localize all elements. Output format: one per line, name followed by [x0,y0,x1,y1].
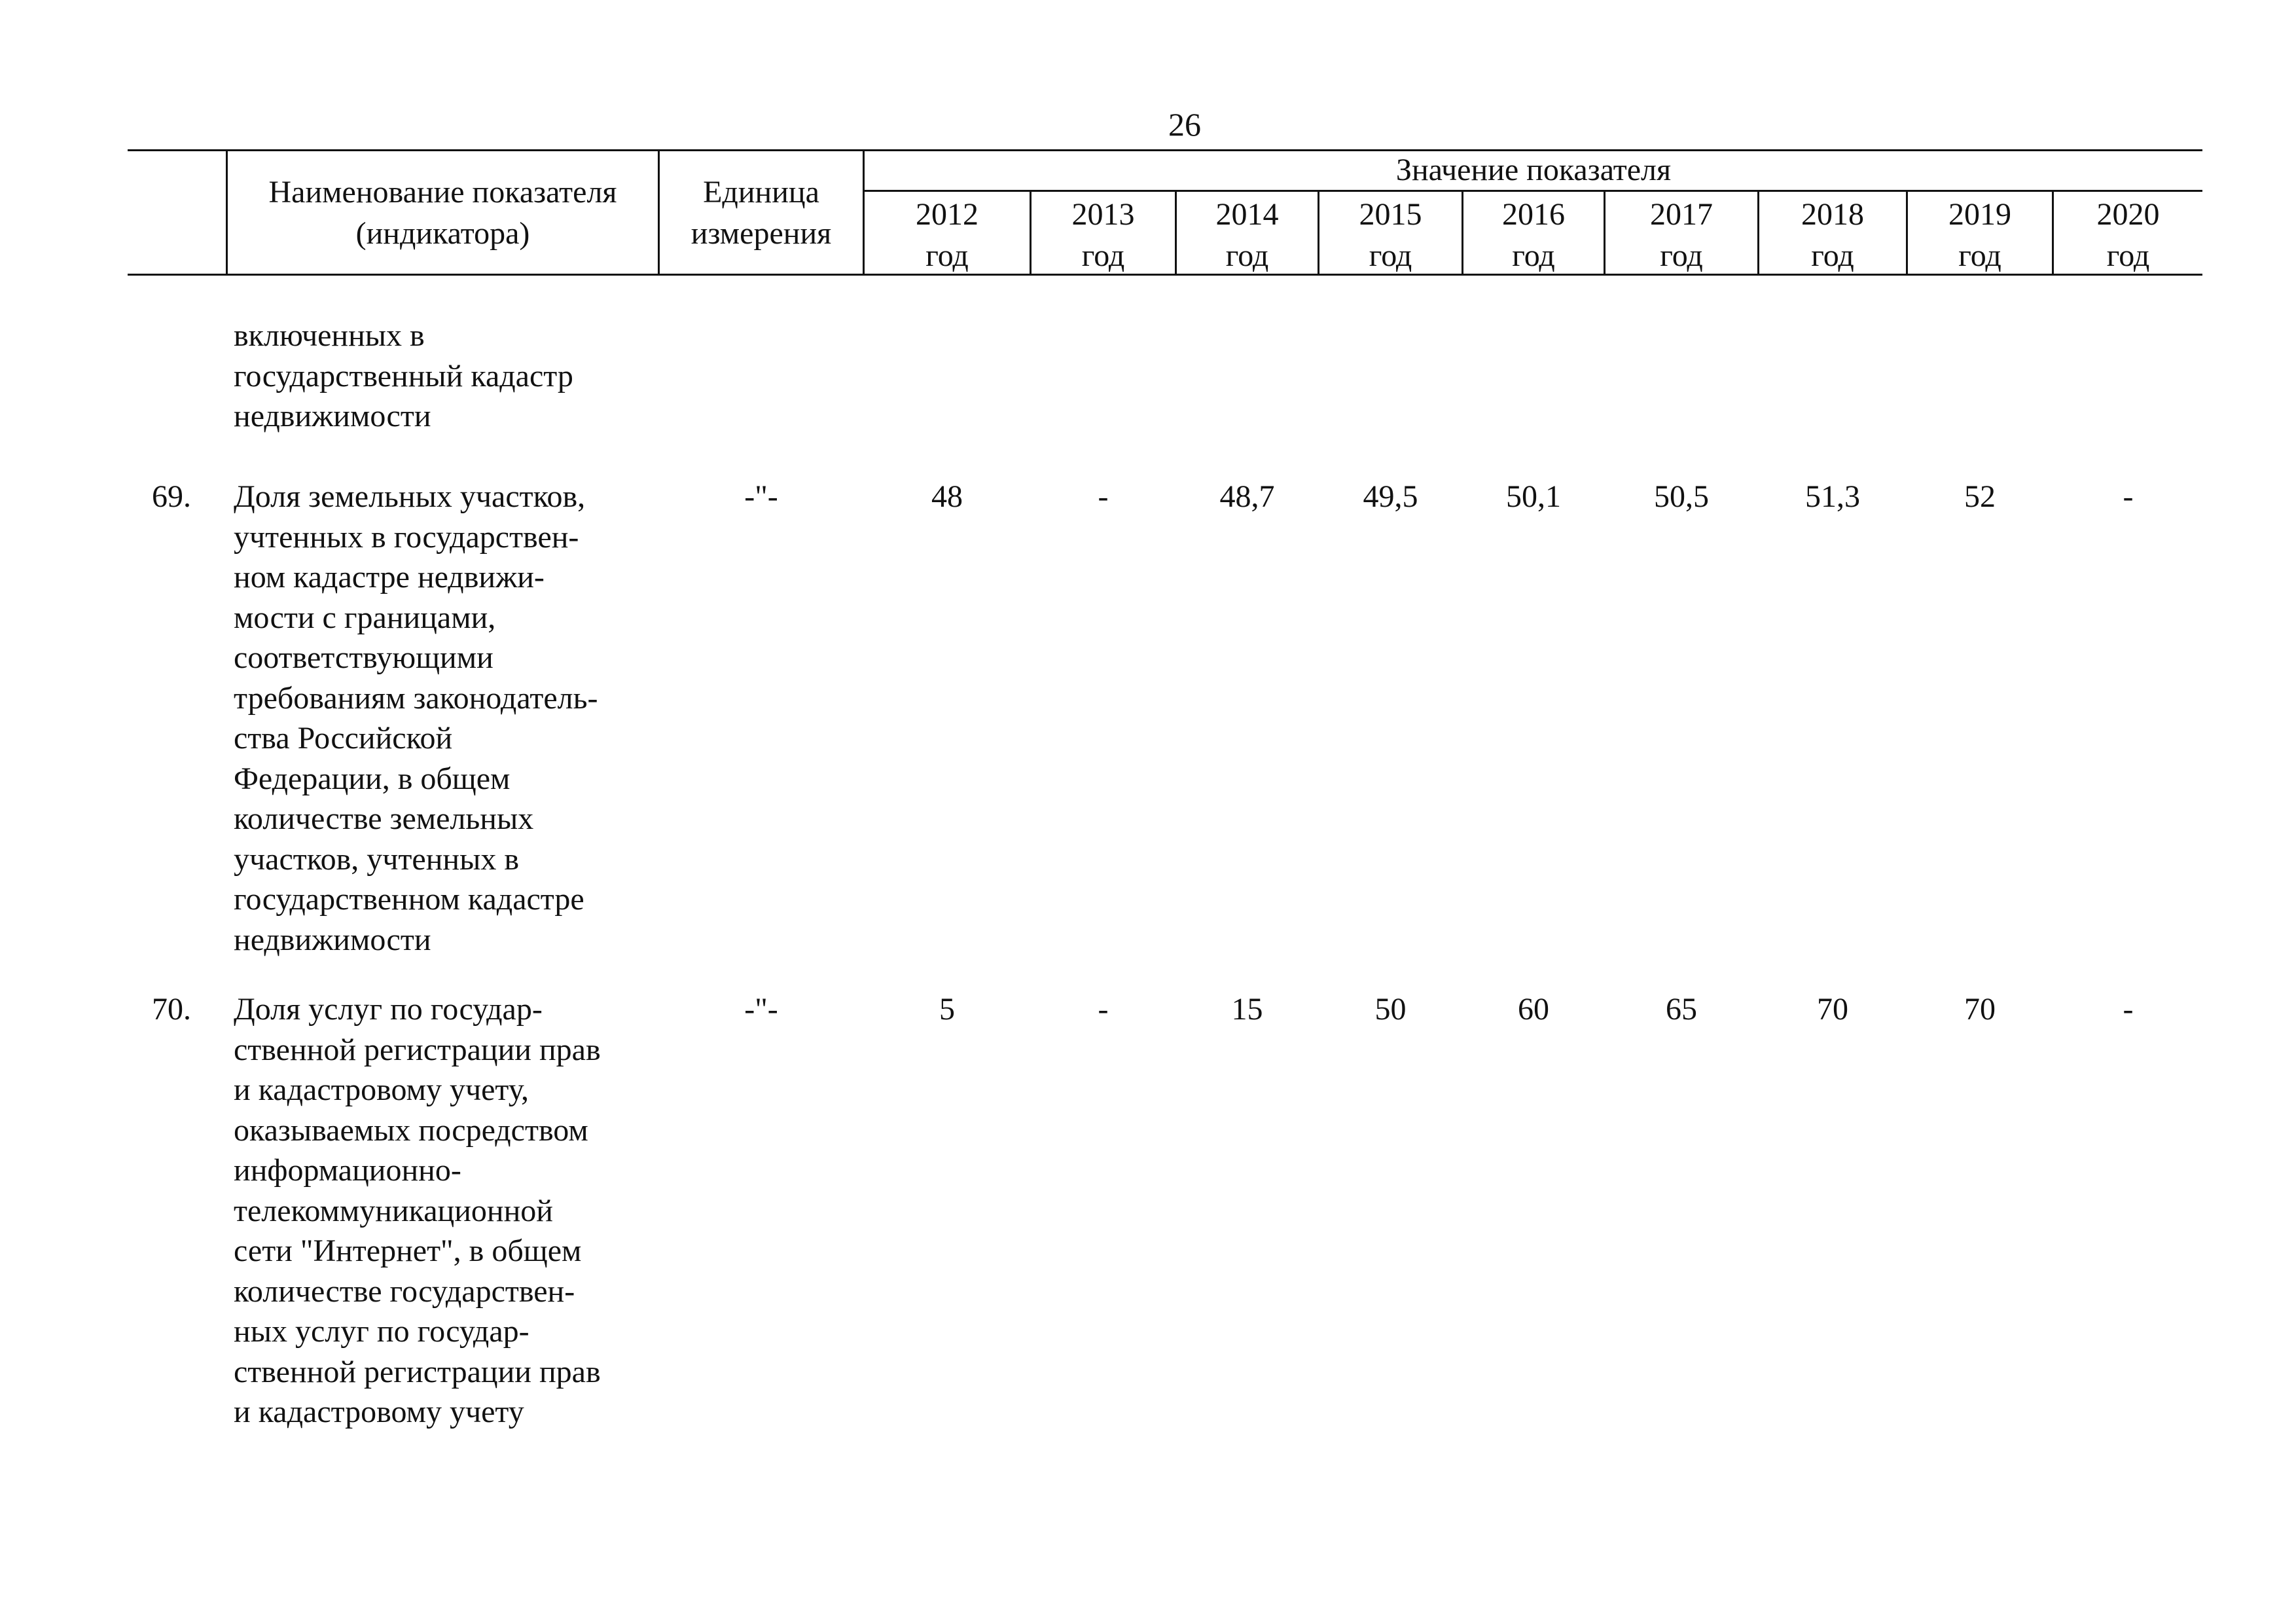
row-69-unit: -"- [744,479,778,514]
row-70-value-2014: 15 [1231,992,1263,1027]
year-header-2018 [1759,194,1906,276]
unit-column-header-line1: Единица [703,175,819,210]
row-70-value-2019: 70 [1964,992,1996,1027]
name-line: участков, учтенных в [234,841,519,877]
year-header-2012-label: год [925,238,969,273]
unit-column-header-line2: измерения [691,216,832,251]
row-69-value-2017: 50,5 [1654,479,1709,514]
name-line: требованиям законодатель- [234,680,598,716]
name-line: ном кадастре недвижи- [234,560,545,594]
name-line: ственной регистрации прав [234,1032,601,1067]
row-70-name [234,989,601,1432]
name-line: учтенных в государствен- [234,519,579,555]
year-header-2016-label: год [1512,238,1555,273]
year-header-2019-label: год [1958,238,2001,273]
name-line: государственном кадастре [234,882,584,917]
name-column-header-line2: (индикатора) [355,216,530,251]
page-number: 26 [1168,106,1201,143]
table-row-continuation-name [234,316,573,437]
unit-column-header [660,172,863,254]
year-header-2017-label: год [1660,238,1703,273]
name-line: государственный кадастр [234,358,573,393]
row-69-value-2016: 50,1 [1506,479,1561,514]
values-group-header: Значение показателя [1395,153,1672,187]
name-column-header-line1: Наименование показателя [268,175,617,210]
row-70-value-2020: - [2123,992,2134,1027]
name-line: включенных в [234,318,425,353]
row-69-name [234,477,598,960]
row-69-value-2020: - [2123,479,2134,514]
row-69-value-2014: 48,7 [1219,479,1275,514]
year-header-2012-year: 2012 [916,197,978,232]
header-top-rule [128,149,2202,151]
row-69-value-2018: 51,3 [1805,479,1860,514]
row-70-value-2017: 65 [1666,992,1697,1027]
year-header-2017-year: 2017 [1650,197,1713,232]
name-line: недвижимости [234,922,431,957]
name-line: Федерации, в общем [234,761,511,796]
name-line: ных услуг по государ- [234,1314,529,1349]
year-header-2015-year: 2015 [1359,197,1422,232]
year-header-2019-year: 2019 [1948,197,2011,232]
year-header-2013-year: 2013 [1071,197,1135,232]
year-header-2014-year: 2014 [1215,197,1279,232]
row-69-number: 69. [152,479,191,514]
year-group-rule [863,190,2202,192]
year-header-2013-label: год [1081,238,1125,273]
name-line: Доля услуг по государ- [234,992,543,1027]
row-69-value-2019: 52 [1964,479,1996,514]
year-header-2019 [1908,194,2052,276]
year-header-2018-year: 2018 [1801,197,1864,232]
year-header-2018-label: год [1811,238,1854,273]
name-line: мости с границами, [234,600,496,635]
name-line: недвижимости [234,399,431,433]
name-line: и кадастровому учету [234,1395,524,1429]
name-line: ства Российской [234,721,453,756]
row-70-value-2012: 5 [939,992,955,1027]
year-header-2014 [1177,194,1318,276]
row-70-value-2018: 70 [1817,992,1848,1027]
year-header-2020-year: 2020 [2096,197,2160,232]
year-header-2017 [1605,194,1757,276]
name-line: телекоммуникационной [234,1193,553,1228]
year-header-2016 [1463,194,1604,276]
row-70-value-2013: - [1098,992,1109,1027]
row-69-value-2015: 49,5 [1363,479,1418,514]
name-line: информационно- [234,1153,461,1188]
name-line: количестве земельных [234,801,534,836]
row-70-number: 70. [152,992,191,1027]
row-70-value-2015: 50 [1374,992,1407,1027]
year-header-2015-label: год [1369,238,1412,273]
name-line: Доля земельных участков, [234,479,586,514]
year-header-2020 [2054,194,2202,276]
name-line: ственной регистрации прав [234,1354,601,1389]
year-header-2015 [1319,194,1462,276]
year-header-2016-year: 2016 [1502,197,1565,232]
name-line: соответствующими [234,640,493,675]
name-line: и кадастровому учету, [234,1072,529,1107]
year-header-2013 [1031,194,1175,276]
row-70-value-2016: 60 [1518,992,1549,1027]
row-69-value-2012: 48 [931,479,963,514]
row-69-value-2013: - [1098,479,1109,514]
row-70-unit: -"- [744,992,778,1027]
year-header-2020-label: год [2106,238,2150,273]
name-line: оказываемых посредством [234,1112,588,1148]
name-column-header [228,172,658,254]
name-line: количестве государствен- [234,1273,575,1309]
year-header-2014-label: год [1225,238,1269,273]
name-line: сети "Интернет", в общем [234,1233,582,1268]
year-header-2012 [865,194,1030,276]
